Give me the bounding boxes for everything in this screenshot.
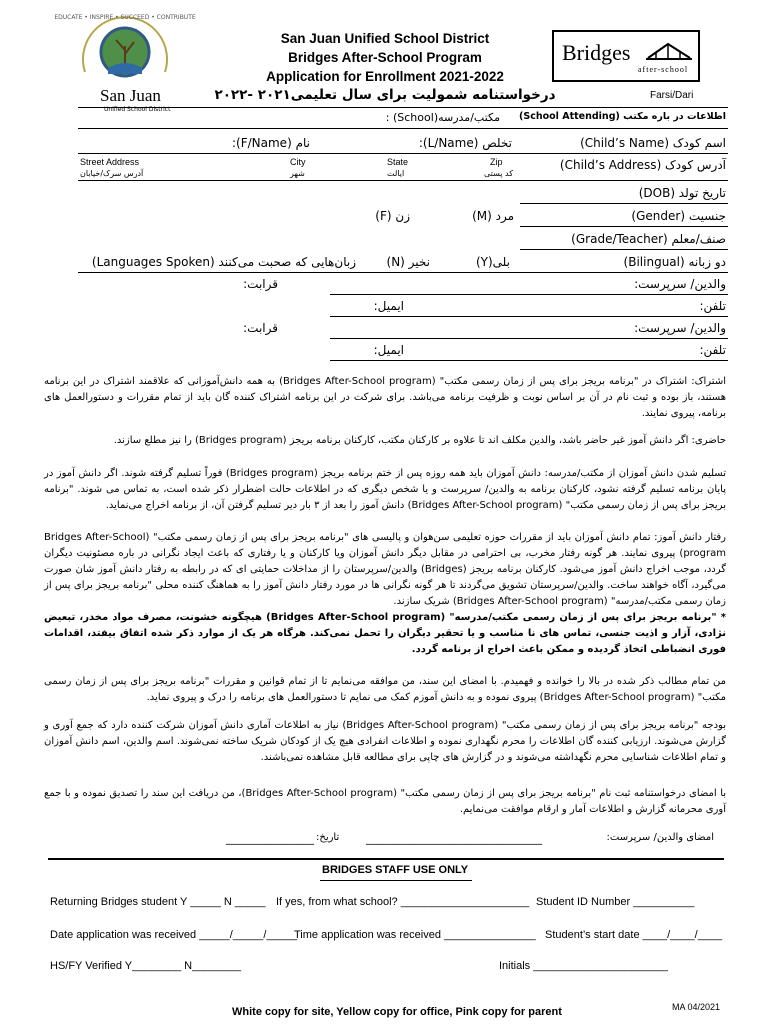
bilingual-label: دو زبانه (Bilingual) — [623, 255, 726, 269]
seal-ring-text: EDUCATE • INSPIRE • SUCCEED • CONTRIBUTE — [54, 14, 196, 21]
bridge-icon — [646, 38, 692, 62]
date-label: تاریخ: — [316, 832, 340, 843]
bridges-logo-sub: after-school — [638, 65, 689, 74]
rule-guardian2 — [330, 338, 728, 339]
child-name-label: اسم کودک (Child’s Name) — [580, 136, 726, 150]
staff-divider — [48, 858, 724, 860]
hsfy-verified-field[interactable]: HS/FY Verified Y________ N________ — [50, 960, 242, 972]
copy-distribution-note: White copy for site, Yellow copy for office, Pink copy for parent — [232, 1006, 562, 1018]
gender-label: جنسیت (Gender) — [631, 209, 726, 223]
san-juan-seal-icon — [54, 10, 196, 90]
first-name-field[interactable]: نام (F/Name): — [231, 136, 310, 150]
child-address-label: آدرس کودک (Child’s Address) — [559, 158, 726, 172]
agreement-paragraph: من تمام مطالب ذکر شده در بالا را خوانده و فهمیدم. با امضای این سند، من موافقه می‌نمایم تا از تمام قوانین و مقررات "برنامه بریجز برای پس از زمان رسمی مکتب" (Bridges After-School program) پیروی نموده و به دانش آموزم کمک می نمایم تا دستورالعمل های برنامه را درک و پیروی نماید. — [44, 676, 726, 703]
rule-gender — [520, 226, 728, 227]
dob-field[interactable]: تاریخ تولد (DOB) — [638, 186, 726, 200]
rule-address — [78, 180, 728, 181]
bridges-logo — [552, 30, 700, 82]
rule-phone2 — [330, 360, 728, 361]
relation-2-field[interactable]: قرابت: — [243, 321, 278, 335]
participation-paragraph: اشتراک: اشتراک در "برنامه بریجز برای پس از زمان رسمی مکتب" (Bridges After-School program) به همه دانش‌آموزانی که علاقمند اشتراک در این برنامه هستند، باز بوده و ثبت نام در آن بر اساس نوبت و ظرفیت برنامه می‌باشد. برای شرکت در این برنامه اشتراک کننده گان باید از تمام مقررات و دستورالعمل های برنامه، پیروی نمایند. — [44, 376, 726, 419]
zero-tolerance-paragraph: * "برنامه بریجز برای پس از زمان رسمی مکتب/مدرسه" (Bridges After-School program) هیچگونه خشونت، مصرف مواد مخدر، تبعیض نژادی، آزار و اذیت جنسی، تماس های نا مناسب و یا تحقیر دیگران را تحمل نمی‌کند. هرگاه هر یک از موارد ذکر شده اتفاق بیفتد، اقدامات فوری انضباطی اتخاذ گردیده و ممکن باعث اخراج از برنامه گردد. — [44, 612, 726, 655]
grade-teacher-field[interactable]: صنف/معلم (Grade/Teacher) — [571, 232, 726, 246]
start-date-field[interactable]: Student’s start date ____/____/____ — [545, 929, 723, 941]
guardian-1-field[interactable]: والدین/ سرپرست: — [634, 277, 726, 291]
date-line[interactable]: ________________ — [226, 832, 314, 845]
languages-spoken-field[interactable]: زبان‌هایی که صحبت می‌کنند (Languages Spoken) — [91, 255, 356, 269]
staff-use-title: BRIDGES STAFF USE ONLY — [322, 864, 469, 876]
funding-paragraph: بودجه "برنامه بریجز برای پس از زمان رسمی مکتب" (Bridges After-School program) نیاز به اطلاعات آماری دانش آموزان شرکت کننده دارد که جمع آوری و گزارش می‌شوند. ارزیابی کننده گان اطلاعات را محرم نگهداری نموده و اطلاعات انفرادی هیچ یک از کودکان شریک ساخته نمی‌شوند. اسم والدین، اسم دانش آموزان و تمام اطلاعات شناسایی محرم نگهداشته می‌شوند و در گزارش های چاپی برای مطالعه قابل مشاهده نمی‌باشند. — [44, 720, 726, 763]
rule-phone1 — [330, 316, 728, 317]
student-id-field[interactable]: Student ID Number __________ — [536, 896, 695, 908]
street-address-label[interactable]: Street Address — [80, 157, 140, 167]
previous-school-field[interactable]: If yes, from what school? _____________________ — [276, 896, 530, 908]
street-address-fa: آدرس سرک/خیابان — [80, 169, 144, 178]
rule-top — [78, 107, 728, 108]
bridges-logo-name: Bridges — [562, 40, 631, 65]
rule-dob — [520, 203, 728, 204]
bilingual-yes-option[interactable]: بلی(Y) — [475, 255, 510, 269]
header-line-2: Bridges After-School Program — [288, 50, 482, 65]
guardian-2-field[interactable]: والدین/ سرپرست: — [634, 321, 726, 335]
city-fa: شهر — [290, 169, 305, 178]
date-received-field[interactable]: Date application was received _____/_____/_____ — [50, 929, 298, 941]
san-juan-logo — [54, 10, 196, 113]
city-label[interactable]: City — [290, 157, 306, 167]
rule-guardian1 — [330, 294, 728, 295]
state-fa: ایالت — [387, 169, 405, 178]
email-1-field[interactable]: ایمیل: — [373, 299, 404, 313]
attendance-paragraph: حاضری: اگر دانش آموز غیر حاضر باشد، والدین مکلف اند تا علاوه بر کارکنان مکتب، کارکنان برنامه بریجز (Bridges program) را نیز مطلع سازند. — [113, 435, 726, 446]
phone-1-field[interactable]: تلفن: — [699, 299, 726, 313]
time-received-field[interactable]: Time application was received _______________ — [294, 929, 536, 941]
last-name-field[interactable]: تخلص (L/Name): — [418, 136, 512, 150]
initials-field[interactable]: Initials ______________________ — [499, 960, 668, 972]
language-label: Farsi/Dari — [650, 90, 694, 101]
zip-fa: کد پستی — [484, 169, 513, 178]
returning-student-field[interactable]: Returning Bridges student Y _____ N _____ — [50, 896, 266, 908]
pickup-paragraph: تسلیم شدن دانش آموزان از مکتب/مدرسه: دانش آموزان باید همه روزه پس از ختم برنامه بریجز (Bridges program) فوراً تسلیم گرفته شوند. اگر دانش آموز در پایان برنامه تسلیم گرفته نشود، کارکنان برنامه به والدین/ سرپرست و یا شخص دیگری که در اطلاعات حالت اضطرار ذکر شده است، به تماس می شوند. "برنامه بریجز برای پس از زمان رسمی مکتب" (Bridges After-School program) دانش آموز را بعد از ۳ بار دیر تسلیم گرفتن آن، از برنامه اخراج می‌نماید. — [44, 468, 727, 511]
rule-school — [78, 128, 728, 129]
header-line-4: درخواستنامه شمولیت برای سال تعلیمی۲۰۲۱ -۲۰۲۲ — [214, 87, 556, 103]
zip-label[interactable]: Zip — [490, 157, 503, 167]
consent-paragraph: با امضای درخواستنامه ثبت نام "برنامه بریجز برای پس از زمان رسمی مکتب" (Bridges After-School program)، من دریافت این سند را تصدیق نموده و با جمع آوری محرمانه گزارش و اطلاعات آمار و ارقام موافقت می‌نمایم. — [44, 788, 727, 815]
bilingual-no-option[interactable]: نخیر (N) — [386, 255, 430, 269]
san-juan-name: San Juan — [100, 86, 161, 105]
school-attending-label: اطلاعات در باره مکتب (School Attending) — [519, 111, 726, 122]
behavior-paragraph: رفتار دانش آموز: تمام دانش آموزان باید از مقررات حوزه تعلیمی سن‌هوان و پالیسی های "برنامه بریجز برای پس از زمان رسمی مکتب" (Bridges After-School program) پیروی نمایند. هر گونه رفتار مخرب، بی احترامی در مقابل دیگر دانش آموزان ویا کارکنان و یا رفتاری که باعث ایجاد نگرانی در باره مصئونیت دیگران گردد، موجب اخراج دانش آموز می‌شود. کارکنان برنامه بریجز (Bridges) والدین/سرپرستان را از مداخلات حمایتی ای که در رابطه به رفتار دانش آموز شان صورت می‌گیرد، آگاه خواهند ساخت. والدین/سرپرستان تشویق می‌گردند تا هر گونه نگرانی ها در مورد رفتار دانش آموز را به هماهنگ کننده محلی "برنامه بریجز برای پس از زمان رسمی مکتب/مدرسه" (Bridges After-School program) شریک سازند. — [44, 532, 727, 607]
form-code: MA 04/2021 — [672, 1002, 721, 1012]
parent-signature-label: امضای والدین/ سرپرست: — [606, 832, 714, 843]
rule-grade — [520, 249, 728, 250]
relation-1-field[interactable]: قرابت: — [243, 277, 278, 291]
phone-2-field[interactable]: تلفن: — [699, 343, 726, 357]
gender-male-option[interactable]: مرد (M) — [472, 209, 514, 223]
staff-title-underline — [320, 880, 472, 881]
rule-name — [78, 153, 728, 154]
email-2-field[interactable]: ایمیل: — [373, 343, 404, 357]
san-juan-sub: Unified School District — [104, 106, 171, 113]
parent-signature-line[interactable]: ________________________________ — [366, 832, 542, 845]
header-line-1: San Juan Unified School District — [280, 31, 490, 46]
state-label[interactable]: State — [387, 157, 409, 167]
school-field[interactable]: مکتب/مدرسه(School) : — [385, 111, 500, 124]
rule-bilingual — [78, 272, 728, 273]
header-line-3: Application for Enrollment 2021-2022 — [266, 69, 504, 84]
gender-female-option[interactable]: زن (F) — [375, 209, 410, 223]
